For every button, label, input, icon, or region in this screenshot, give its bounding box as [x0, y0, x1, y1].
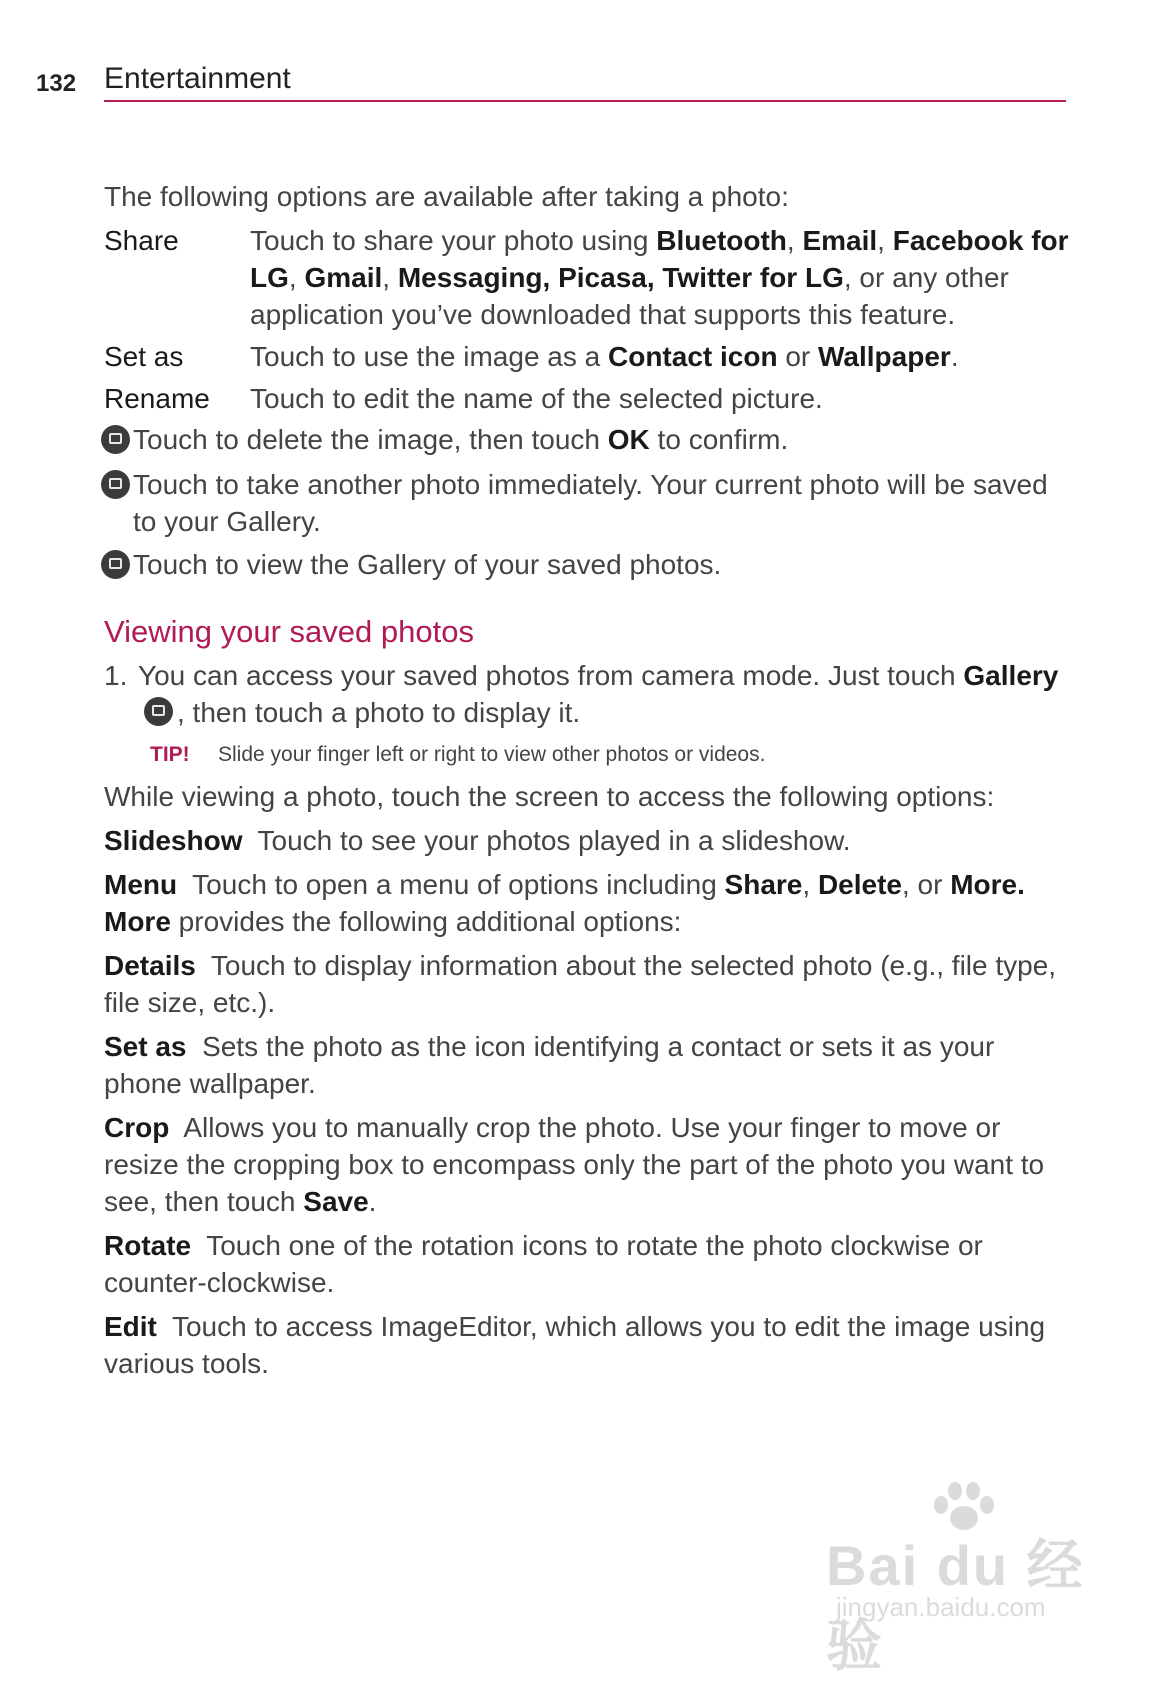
- page-header: [36, 58, 1068, 104]
- setas-more-option: Set as Sets the photo as the icon identifying a contact or sets it as your phone wallpaper.: [104, 1031, 995, 1099]
- setas-term: Set as: [104, 341, 184, 372]
- step-1: [104, 657, 1074, 731]
- tip-text: Slide your finger left or right to view other photos or videos.: [218, 743, 766, 766]
- rotate-option: Rotate Touch one of the rotation icons to rotate the photo clockwise or counter-clockwise.: [104, 1230, 983, 1298]
- share-desc: Touch to share your photo using Bluetooth, Email, Facebook for LG, Gmail, Messaging, Picasa, Twitter for LG, or any other application you’ve downloaded that supports this feature.: [250, 225, 1069, 330]
- intro-text: The following options are available after taking a photo:: [104, 181, 789, 212]
- camera-item: [101, 466, 1074, 540]
- tip-box: [150, 740, 1074, 770]
- menu-option: Menu Touch to open a menu of options including Share, Delete, or More.: [104, 869, 1025, 900]
- header-rule: [104, 100, 1066, 102]
- rename-desc: Touch to edit the name of the selected picture.: [250, 383, 823, 414]
- page-number: 132: [36, 70, 77, 97]
- trash-icon: [101, 425, 130, 454]
- edit-option: Edit Touch to access ImageEditor, which allows you to edit the image using various tools.: [104, 1311, 1046, 1379]
- tip-label: TIP!: [150, 743, 190, 766]
- baidu-watermark: [826, 1482, 1096, 1677]
- gallery-desc: Touch to view the Gallery of your saved photos.: [133, 549, 722, 580]
- setas-option: [104, 338, 1074, 375]
- section-title: Entertainment: [104, 62, 291, 95]
- gallery-icon: [101, 550, 130, 579]
- more-option: More provides the following additional options:: [104, 906, 682, 937]
- gallery-item: [101, 546, 1074, 583]
- camera-desc: Touch to take another photo immediately. Your current photo will be saved to your Gallery.: [133, 469, 1048, 537]
- rename-option: [104, 380, 1074, 417]
- share-option: [104, 222, 1074, 333]
- step-number: 1.: [104, 660, 128, 691]
- step-text: You can access your saved photos from camera mode. Just touch Gallery, then touch a photo to display it.: [138, 660, 1059, 728]
- watermark-logo: Bai du 经验: [826, 1534, 1085, 1677]
- share-term: Share: [104, 225, 179, 256]
- gallery-icon: [144, 697, 173, 726]
- while-viewing-text: While viewing a photo, touch the screen to access the following options:: [104, 781, 995, 812]
- setas-desc: Touch to use the image as a Contact icon or Wallpaper.: [250, 341, 959, 372]
- watermark-url: jingyan.baidu.com: [836, 1592, 1046, 1622]
- slideshow-option: Slideshow Touch to see your photos played in a slideshow.: [104, 825, 851, 856]
- details-option: Details Touch to display information about the selected photo (e.g., file type, file size, etc.).: [104, 950, 1057, 1018]
- viewing-heading: Viewing your saved photos: [104, 614, 474, 649]
- crop-option: Crop Allows you to manually crop the photo. Use your finger to move or resize the cropping box to encompass only the part of the photo you want to see, then touch Save.: [104, 1112, 1045, 1217]
- rename-term: Rename: [104, 383, 210, 414]
- page-content: [104, 178, 1074, 1382]
- camera-icon: [101, 470, 130, 499]
- delete-item: [101, 421, 1074, 458]
- delete-desc: Touch to delete the image, then touch OK to confirm.: [133, 424, 789, 455]
